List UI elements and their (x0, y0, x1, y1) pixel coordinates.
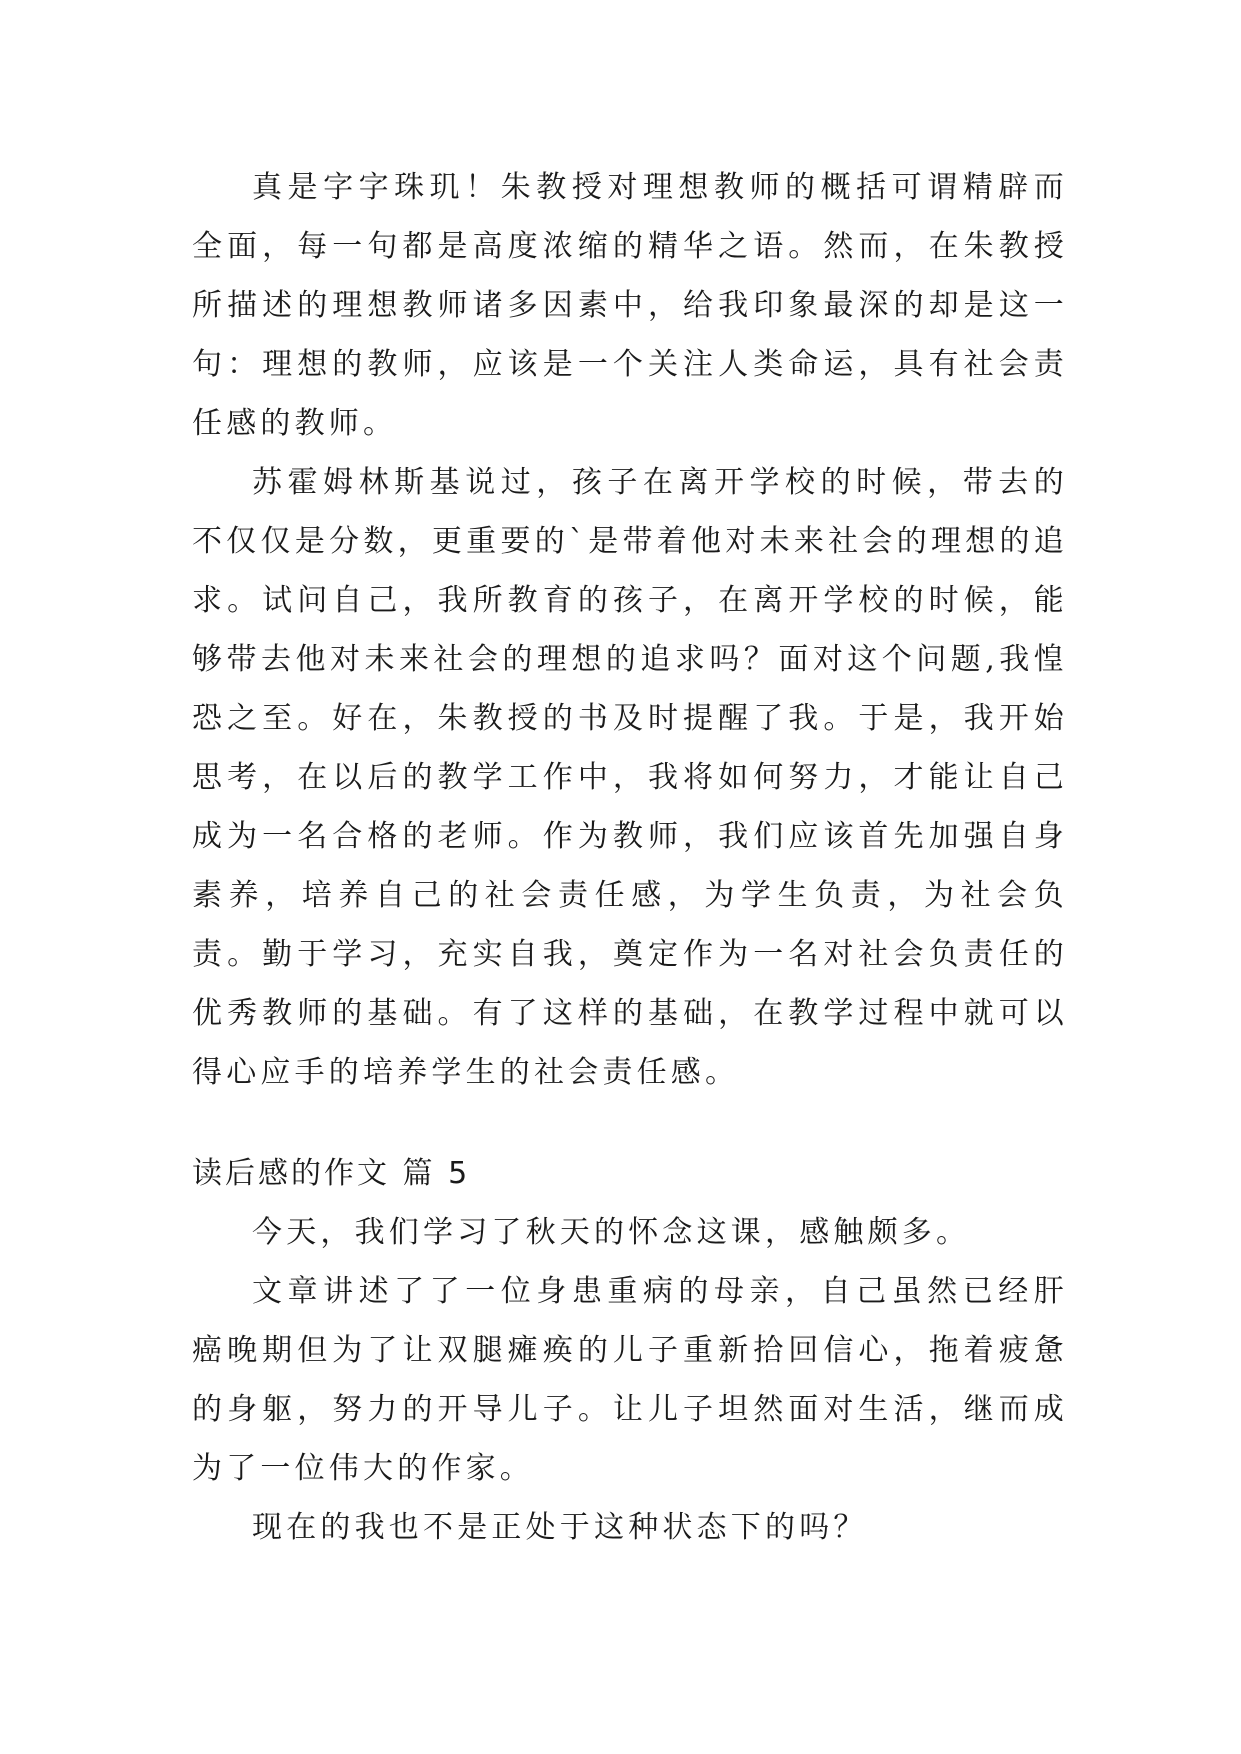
paragraph-reflection: 现在的我也不是正处于这种状态下的吗？ (252, 1510, 868, 1545)
paragraph-autumn-lesson: 今天，我们学习了秋天的怀念这课，感触颇多。 (252, 1215, 971, 1250)
paragraph-ideal-teacher: 真是字字珠玑！朱教授对理想教师的概括可谓精辟而全面，每一句都是高度浓缩的精华之语。然而，在朱教授所描述的理想教师诸多因素中，给我印象最深的却是这一句：理想的教师，应该是一个关注人类命运，具有社会责任感的教师。 (192, 170, 1068, 441)
paragraph-mother-story: 文章讲述了了一位身患重病的母亲，自己虽然已经肝癌晚期但为了让双腿瘫痪的儿子重新拾回信心，拖着疲惫的身躯，努力的开导儿子。让儿子坦然面对生活，继而成为了一位伟大的作家。 (192, 1274, 1068, 1486)
section-heading: 读后感的作文 篇 5 (192, 1156, 471, 1191)
document-body (192, 158, 1068, 1557)
paragraph-sukhomlinsky: 苏霍姆林斯基说过，孩子在离开学校的时候，带去的不仅仅是分数，更重要的`是带着他对未来社会的理想的追求。试问自己，我所教育的孩子，在离开学校的时候，能够带去他对未来社会的理想的追求吗？面对这个问题,我惶恐之至。好在，朱教授的书及时提醒了我。于是，我开始思考，在以后的教学工作中，我将如何努力，才能让自己成为一名合格的老师。作为教师，我们应该首先加强自身素养，培养自己的社会责任感，为学生负责，为社会负责。勤于学习，充实自我，奠定作为一名对社会负责任的优秀教师的基础。有了这样的基础，在教学过程中就可以得心应手的培养学生的社会责任感。 (192, 465, 1068, 1090)
